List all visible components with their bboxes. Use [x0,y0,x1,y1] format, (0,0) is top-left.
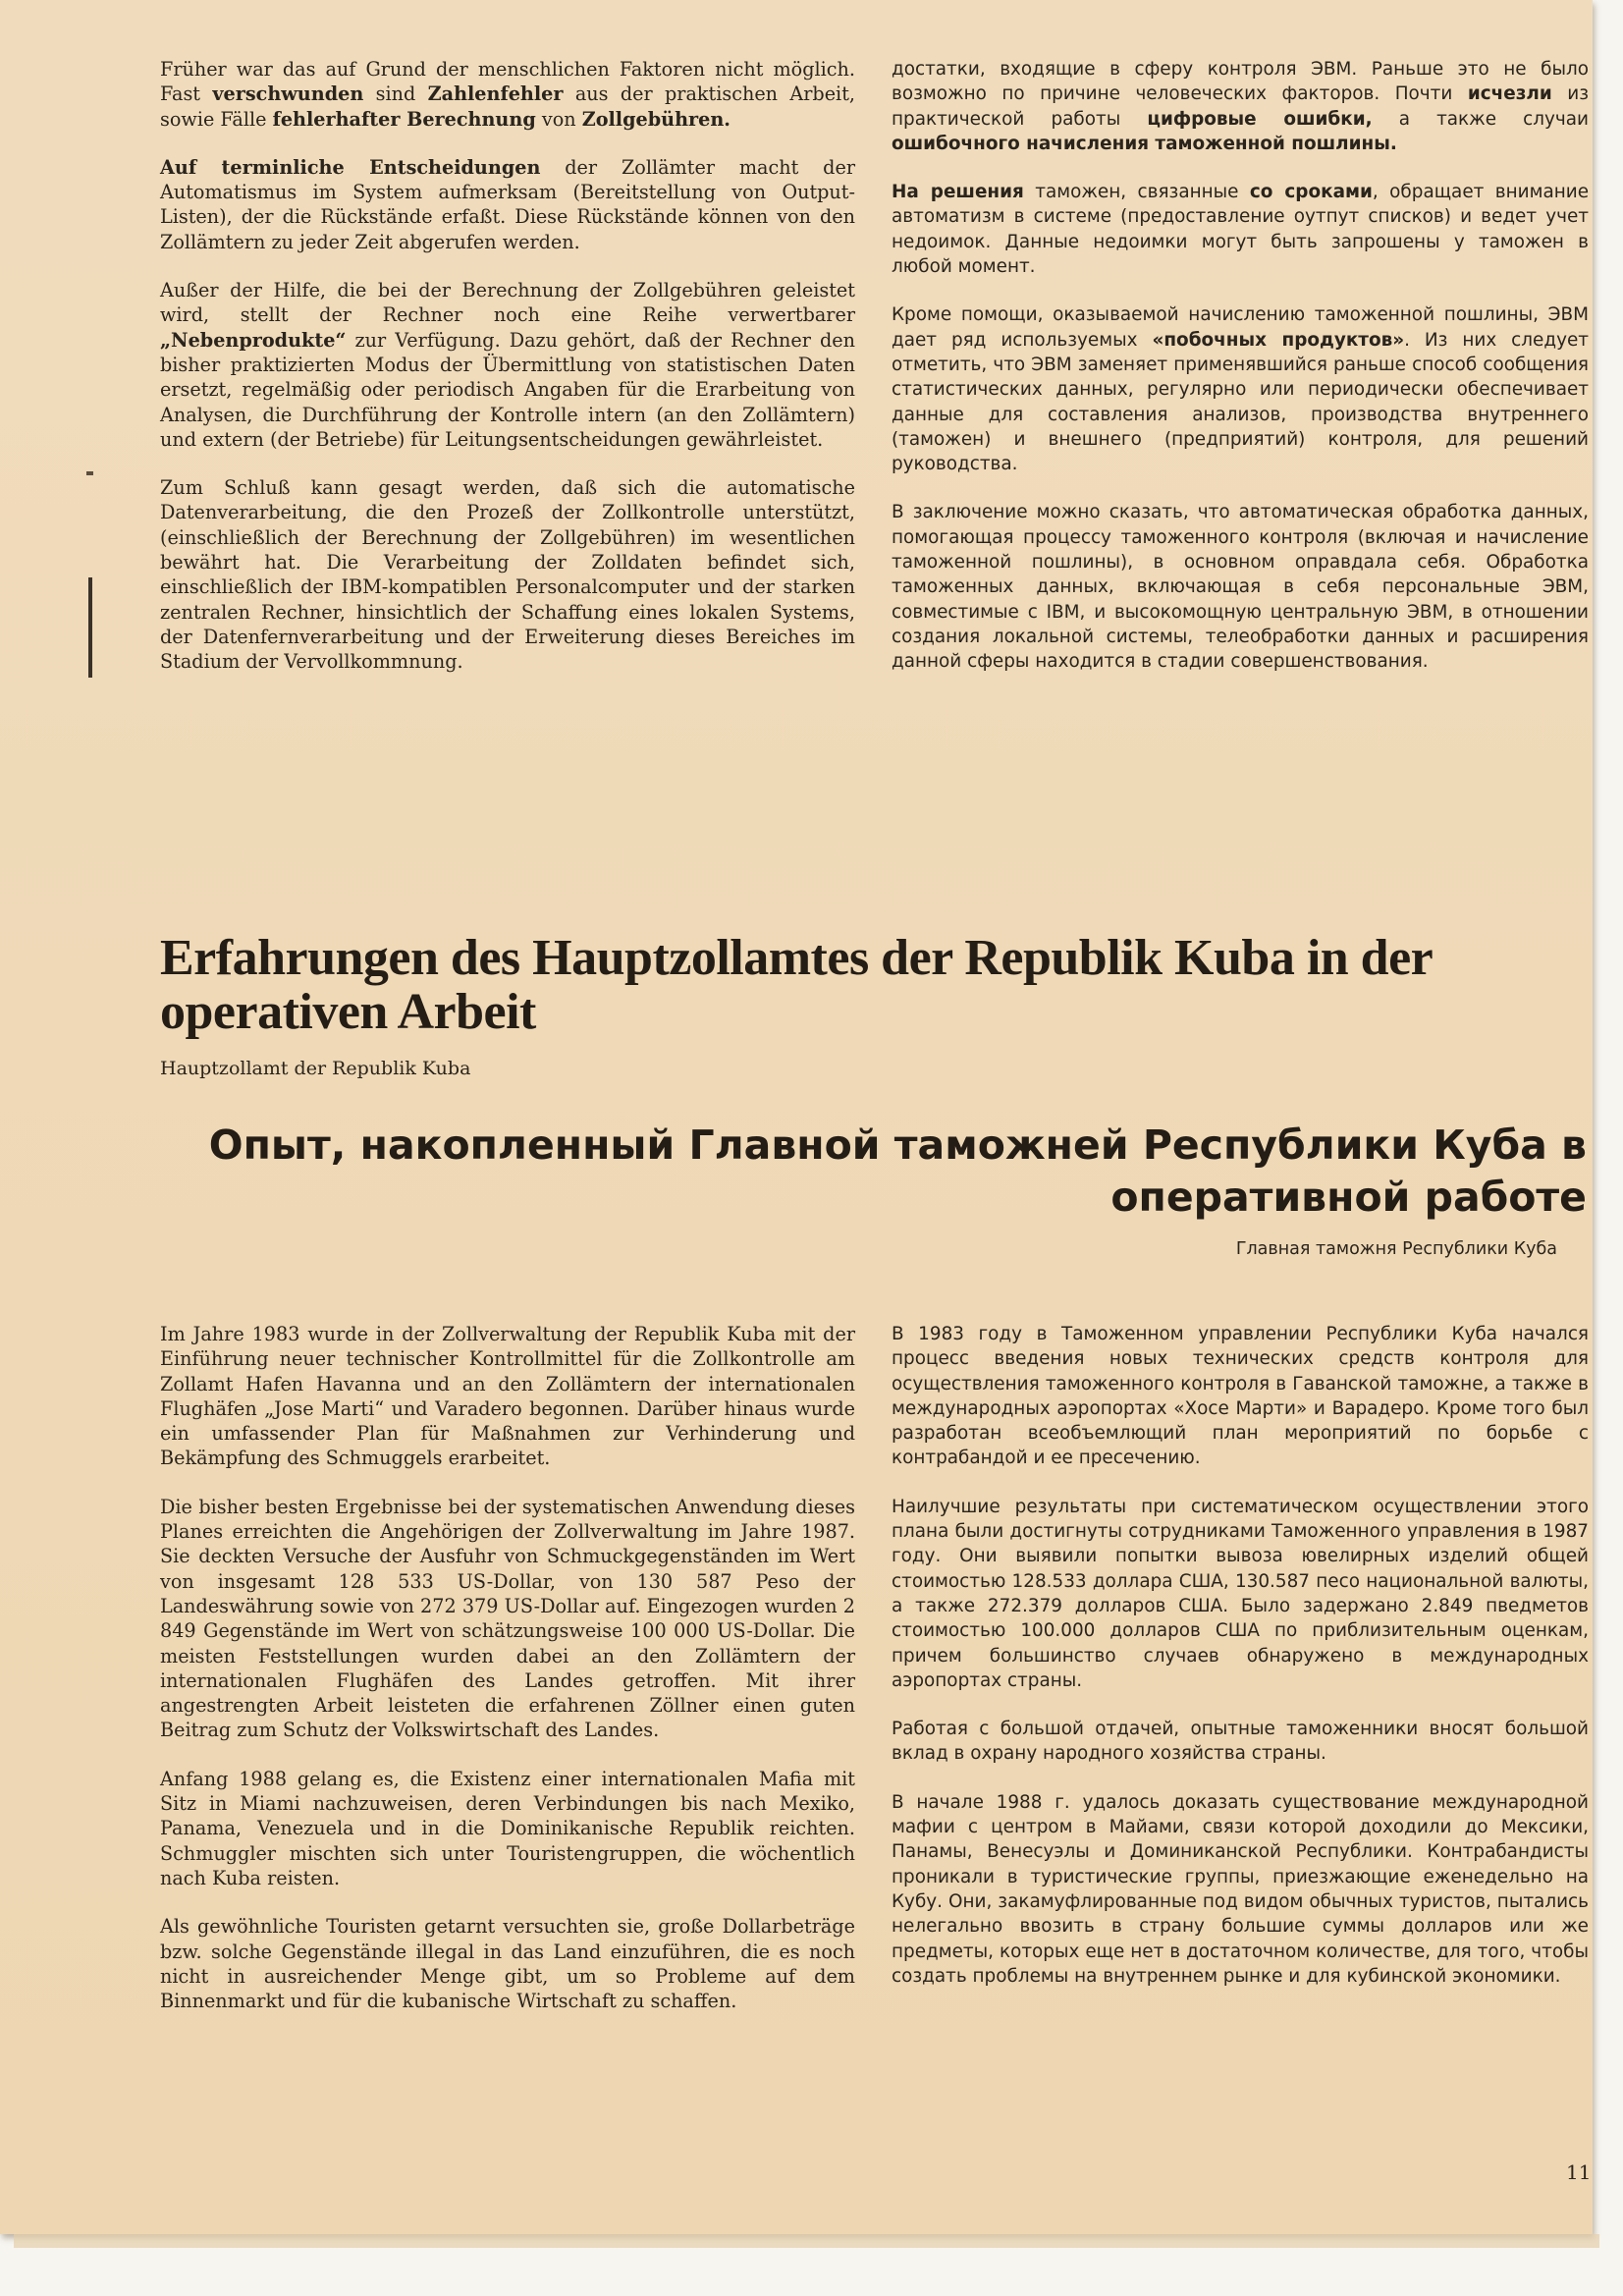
emphasized-text: исчезли [1467,83,1552,105]
article-title-german: Erfahrungen des Hauptzollamtes der Republik Kuba in der operativen Arbeit [160,930,1433,1040]
text-run: Работая с большой отдачей, опытные таможенники вносят большой вклад в охрану народного хозяйства страны. [892,1719,1589,1765]
text-run: а также случаи [1372,108,1589,130]
emphasized-text: „Nebenprodukte“ [160,328,347,352]
text-run: der Zollämter macht der Automatismus im System aufmerksam (Bereitstellung von Output-Listen), der die Rückstände erfaßt. Diese Rückstände können von den Zollämtern zu jeder Zeit abgerufen werden. [160,155,855,253]
margin-mark [86,471,93,475]
emphasized-text: ошибочного начисления таможенной пошлины. [892,133,1397,154]
paragraph [160,1495,855,1743]
emphasized-text: verschwunden [212,82,364,106]
text-run: Im Jahre 1983 wurde in der Zollverwaltung der Republik Kuba mit der Einführung neuer technischer Kontrollmittel für die Zollkontrolle am Zollamt Hafen Havanna und an den Zollämtern der internationalen Flughäfen „Jose Marti“ und Varadero begonnen. Darüber hinaus wurde ein umfassender Plan für Maßnahmen zur Verhinderung und Bekämpfung des Schmuggels erarbeitet. [160,1323,855,1470]
paragraph [892,1322,1589,1471]
paragraph [160,475,855,674]
paragraph [160,1914,855,2013]
paragraph [892,180,1589,279]
text-run: aus der praktischen Arbeit, sowie Fälle [160,82,856,131]
text-run: Früher war das auf Grund der menschlichen Faktoren nicht möglich. Fast [160,58,855,106]
emphasized-text: fehlerhafter Berechnung [272,107,536,131]
emphasized-text: На решения [892,182,1024,203]
text-run: von [535,107,582,131]
text-run: Anfang 1988 gelang es, die Existenz einer internationalen Mafia mit Sitz in Miami nachzuweisen, deren Verbindungen bis nach Mexiko, Panama, Venezuela und in die Dominikanische Republik reichten. Schmuggler mischten sich unter Touristengruppen, die wöchentlich nach Kuba reisten. [160,1767,855,1889]
text-run: В 1983 году в Таможенном управлении Республики Куба начался процесс введения новых технических средств контроля для осуществления таможенного контроля в Гаванской таможне, а также в международных аэропортах «Хосе Марти» и Варадеро. Кроме того был разработан всеобъемлющий план мероприятий по борьбе с контрабандой и ее пресечению. [892,1324,1589,1469]
text-run: Als gewöhnliche Touristen getarnt versuchten sie, große Dollarbeträge bzw. solche Gegenstände illegal in das Land einzuführen, die es noch nicht in ausreichender Menge gibt, um so Probleme auf dem Binnenmarkt und für die kubanische Wirtschaft zu schaffen. [160,1915,855,2013]
text-run: В заключение можно сказать, что автоматическая обработка данных, помогающая процессу таможенного контроля (включая и начисление таможенной пошлины), в основном оправдала себя. Обработка таможенных данных, включающая в себя персональные ЭВМ, совместимые с IBM, и высокомощную центральную ЭВМ, в отношении создания локальной системы, телеобработки данных и расширения данной сферы находится в стадии совершенствования. [892,502,1589,673]
binding-staple [88,577,92,678]
paragraph [160,1322,855,1471]
paragraph [160,1767,855,1890]
text-run: Наилучшие результаты при систематическом осуществлении этого плана были достигнуты сотрудниками Таможенного управления в 1987 году. Они выявили попытки вывоза ювелирных изделий общей стоимостью 128.533 доллара США, 130.587 песо национальной валюты, а также 272.379 долларов США. Было задержано 2.849 пведметов стоимостью 100.000 долларов США по приблизительным оценкам, причем большинство случаев обнаружено в международных аэропортах страны. [892,1496,1589,1691]
underlying-page-edge [14,2234,1599,2248]
text-run: zur Verfügung. Dazu gehört, daß der Rechner den bisher praktizierten Modus der Übermittlung von statistischen Daten ersetzt, regelmäßig oder periodisch Angaben für die Erarbeitung von Analysen, die Durchführung der Kontrolle intern (an den Zollämtern) und extern (der Betriebe) für Leitungsentscheidungen gewährleistet. [160,328,855,451]
text-run: . Из них следует отметить, что ЭВМ заменяет применявшийся раньше способ сообщения статистических данных, регулярно или периодически обеспечивает данные для составления анализов, производства внутреннего (таможен) и внешнего (предприятий) контроля, для решений руководства. [892,329,1589,475]
paragraph [160,57,855,132]
emphasized-text: Zollgebühren. [581,107,730,131]
emphasized-text: цифровые ошибки, [1147,108,1373,130]
text-run: из практической работы [892,83,1590,130]
paragraph [892,1790,1589,1989]
emphasized-text: со сроками [1249,182,1373,203]
top-german-column [160,57,855,698]
paragraph [892,500,1589,674]
paragraph [160,278,855,452]
paragraph [892,1495,1589,1693]
text-run: Die bisher besten Ergebnisse bei der systematischen Anwendung dieses Planes erreichten die Angehörigen der Zollverwaltung im Jahre 1987. Sie deckten Versuche der Ausfuhr von Schmuckgegenständen im Wert von insgesamt 128 533 US-Dollar, von 130 587 Peso der Landeswährung sowie von 272 379 US-Dollar auf. Eingezogen wurden 2 849 Gegenstände im Wert von schätzungsweise 100 000 US-Dollar. Die meisten Feststellungen wurden dabei an den Zollämtern der internationalen Flughäfen des Landes getroffen. Mit ihrer angestrengten Arbeit leisteten die erfahrenen Zöllner einen guten Beitrag zum Schutz der Volkswirtschaft des Landes. [160,1495,855,1742]
article-german-column [160,1322,855,2037]
article-author-german: Hauptzollamt der Republik Kuba [160,1058,471,1079]
article-title-russian: Опыт, накопленный Главной таможней Республики Куба в оперативной работе [208,1121,1587,1221]
paragraph [892,57,1589,156]
text-run: Außer der Hilfe, die bei der Berechnung der Zollgebühren geleistet wird, stellt der Rechner noch eine Reihe verwertbarer [160,279,855,327]
page-number: 11 [1566,2160,1592,2184]
paragraph [160,155,855,254]
emphasized-text: Auf terminliche Entscheidungen [160,155,541,179]
article-author-russian: Главная таможня Республики Куба [1235,1239,1557,1259]
text-run: В начале 1988 г. удалось доказать существование международной мафии с центром в Майами, связи которой доходили до Мексики, Панамы, Венесуэлы и Доминиканской Республики. Контрабандисты проникали в туристические группы, приезжающие еженедельно на Кубу. Они, закамуфлированные под видом обычных туристов, пытались нелегально ввозить в страну большие суммы долларов или же предметы, которых еще нет в достаточном количестве, для того, чтобы создать проблемы на внутреннем рынке и для кубинской экономики. [892,1791,1589,1987]
paragraph [892,302,1589,476]
text-run: таможен, связанные [1023,182,1250,203]
text-run: Zum Schluß kann gesagt werden, daß sich die automatische Datenverarbeitung, die den Prozeß der Zollkontrolle unterstützt, (einschließlich der Berechnung der Zollgebühren) im wesentlichen bewährt hat. Die Verarbeitung der Zolldaten befindet sich, einschließlich der IBM-kompatiblen Personalcomputer und der starken zentralen Rechner, hinsichtlich der Schaffung eines lokalen Systems, der Datenfernverarbeitung und der Erweiterung dieses Bereiches im Stadium der Vervollkommnung. [160,476,855,674]
top-russian-column [892,57,1589,698]
text-run: достатки, входящие в сферу контроля ЭВМ. Раньше это не было возможно по причине человеческих факторов. Почти [892,59,1589,105]
text-run: , обращает внимание автоматизм в системе (предоставление оутпут списков) и ведет учет недоимок. Данные недоимки могут быть запрошены у таможен в любой момент. [892,182,1590,278]
emphasized-text: «побочных продуктов» [1152,329,1405,351]
paragraph [892,1717,1589,1767]
emphasized-text: Zahlenfehler [427,82,564,106]
article-russian-column [892,1322,1589,2012]
text-run: sind [363,82,428,106]
text-run: Кроме помощи, оказываемой начислению таможенной пошлины, ЭВМ дает ряд используемых [892,304,1589,351]
